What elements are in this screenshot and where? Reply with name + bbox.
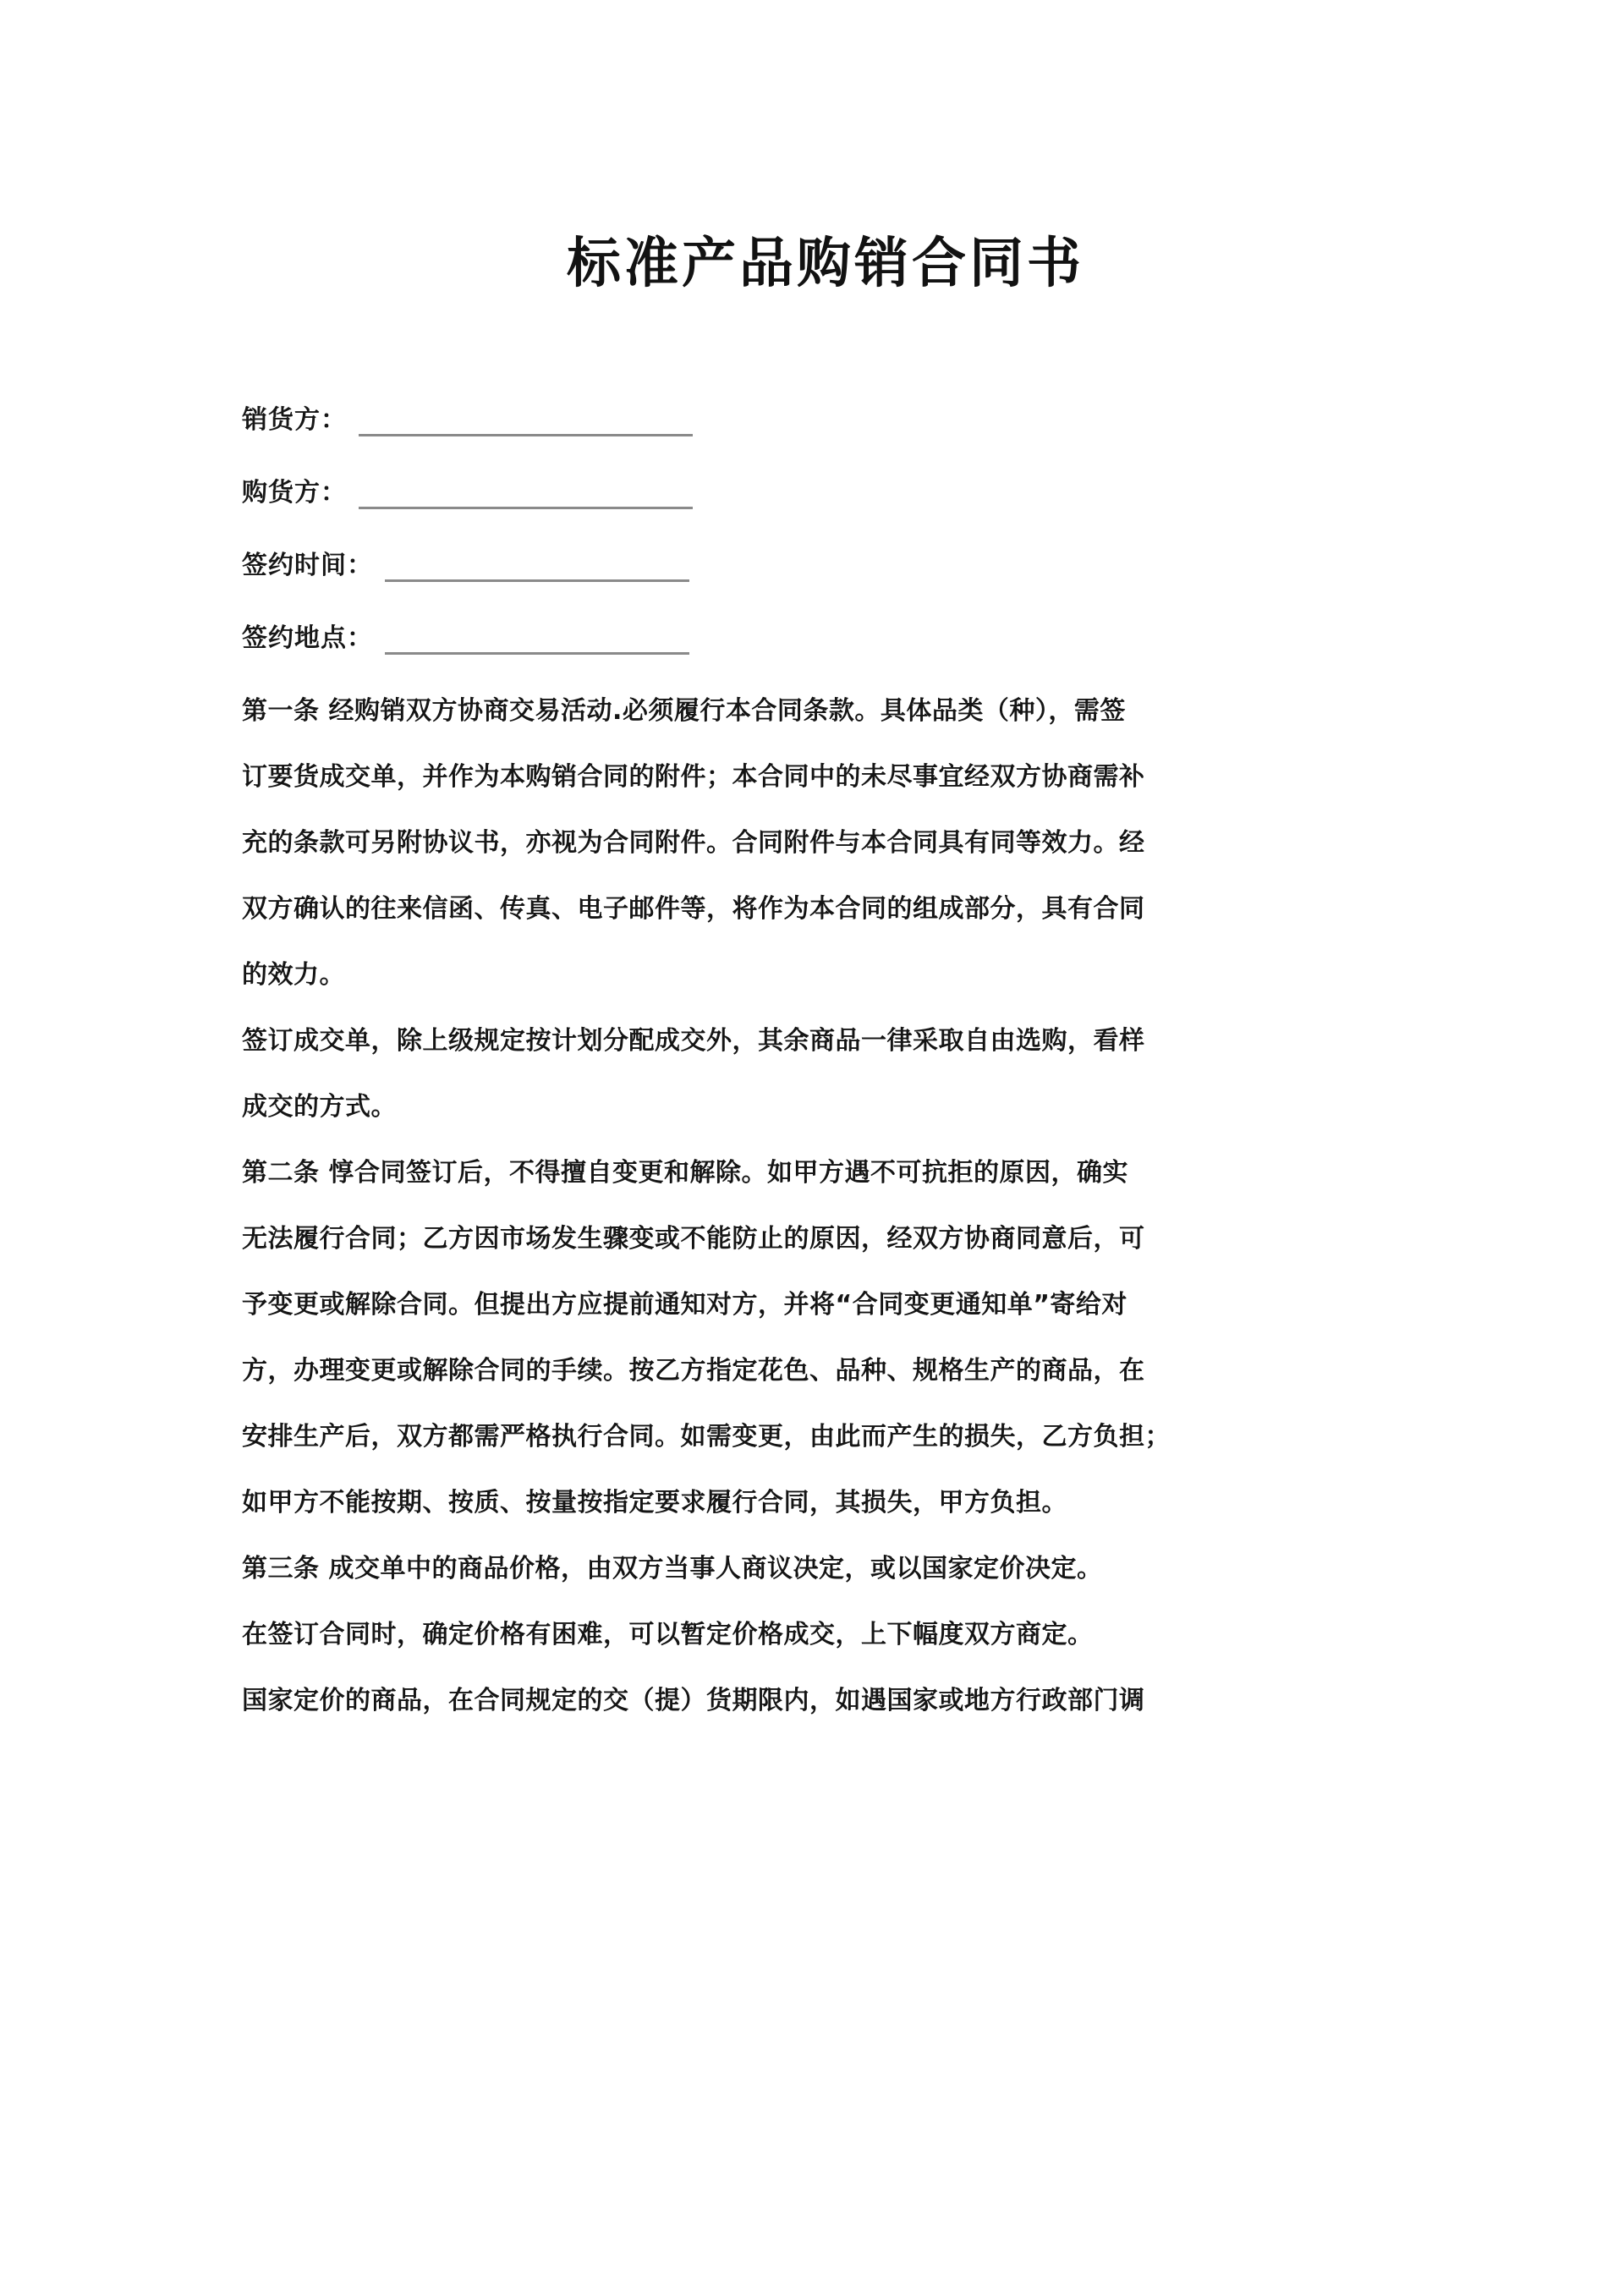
form-row-sign-date xyxy=(242,509,1409,582)
paragraph-line: 充的条款可另附协议书，亦视为合同附件。合同附件与本合同具有同等效力。经 xyxy=(242,828,1145,858)
seller-blank-line[interactable] xyxy=(359,409,693,436)
paragraph-clause-3-note-2 xyxy=(242,1668,1409,1734)
paragraph-line: 如甲方不能按期、按质、按量按指定要求履行合同，其损失，甲方负担。 xyxy=(242,1488,1067,1517)
paragraph-line: 第三条 成交单中的商品价格，由双方当事人商议决定，或以国家定价决定。 xyxy=(242,1554,1103,1583)
paragraph-line: 予变更或解除合同。但提出方应提前通知对方，并将“合同变更通知单”寄给对 xyxy=(242,1290,1127,1320)
page-content-area xyxy=(242,0,1409,1734)
paragraph-line: 双方确认的往来信函、传真、电子邮件等，将作为本合同的组成部分，具有合同 xyxy=(242,894,1145,924)
paragraph-clause-3-note-1 xyxy=(242,1602,1409,1668)
form-row-buyer xyxy=(242,436,1409,509)
sign-place-blank-line[interactable] xyxy=(385,627,689,655)
paragraph-clause-2 xyxy=(242,1140,1409,1536)
paragraph-line: 国家定价的商品，在合同规定的交（提）货期限内，如遇国家或地方行政部门调 xyxy=(242,1686,1145,1715)
seller-label: 销货方： xyxy=(242,405,347,435)
sign-place-label: 签约地点： xyxy=(242,623,373,653)
form-row-sign-place xyxy=(242,582,1409,655)
contract-parties-form xyxy=(242,364,1409,655)
paragraph-line: 成交的方式。 xyxy=(242,1092,397,1122)
paragraph-line: 的效力。 xyxy=(242,960,345,990)
paragraph-line: 签订成交单，除上级规定按计划分配成交外，其余商品一律采取自由选购，看样 xyxy=(242,1026,1145,1056)
paragraph-line: 安排生产后，双方都需严格执行合同。如需变更，由此而产生的损失，乙方负担； xyxy=(242,1422,1171,1452)
paragraph-clause-3 xyxy=(242,1536,1409,1602)
page-title: 标准产品购销合同书 xyxy=(567,233,1084,295)
paragraph-line: 订要货成交单，并作为本购销合同的附件；本合同中的未尽事宜经双方协商需补 xyxy=(242,762,1145,792)
buyer-blank-line[interactable] xyxy=(359,481,693,509)
contract-body xyxy=(242,678,1409,1734)
paragraph-line: 方，办理变更或解除合同的手续。按乙方指定花色、品种、规格生产的商品，在 xyxy=(242,1356,1145,1386)
paragraph-clause-1 xyxy=(242,678,1409,1008)
sign-date-label: 签约时间： xyxy=(242,551,373,580)
paragraph-line: 在签订合同时，确定价格有困难，可以暂定价格成交，上下幅度双方商定。 xyxy=(242,1620,1094,1649)
paragraph-clause-1-note xyxy=(242,1008,1409,1140)
form-row-seller xyxy=(242,364,1409,436)
buyer-label: 购货方： xyxy=(242,478,347,508)
paragraph-line: 第一条 经购销双方协商交易活动.必须履行本合同条款。具体品类（种），需签 xyxy=(242,696,1126,726)
sign-date-blank-line[interactable] xyxy=(385,554,689,582)
paragraph-line: 无法履行合同；乙方因市场发生骤变或不能防止的原因，经双方协商同意后，可 xyxy=(242,1224,1145,1254)
paragraph-line: 第二条 惇合同签订后，不得擅自变更和解除。如甲方遇不可抗拒的原因，确实 xyxy=(242,1158,1128,1188)
